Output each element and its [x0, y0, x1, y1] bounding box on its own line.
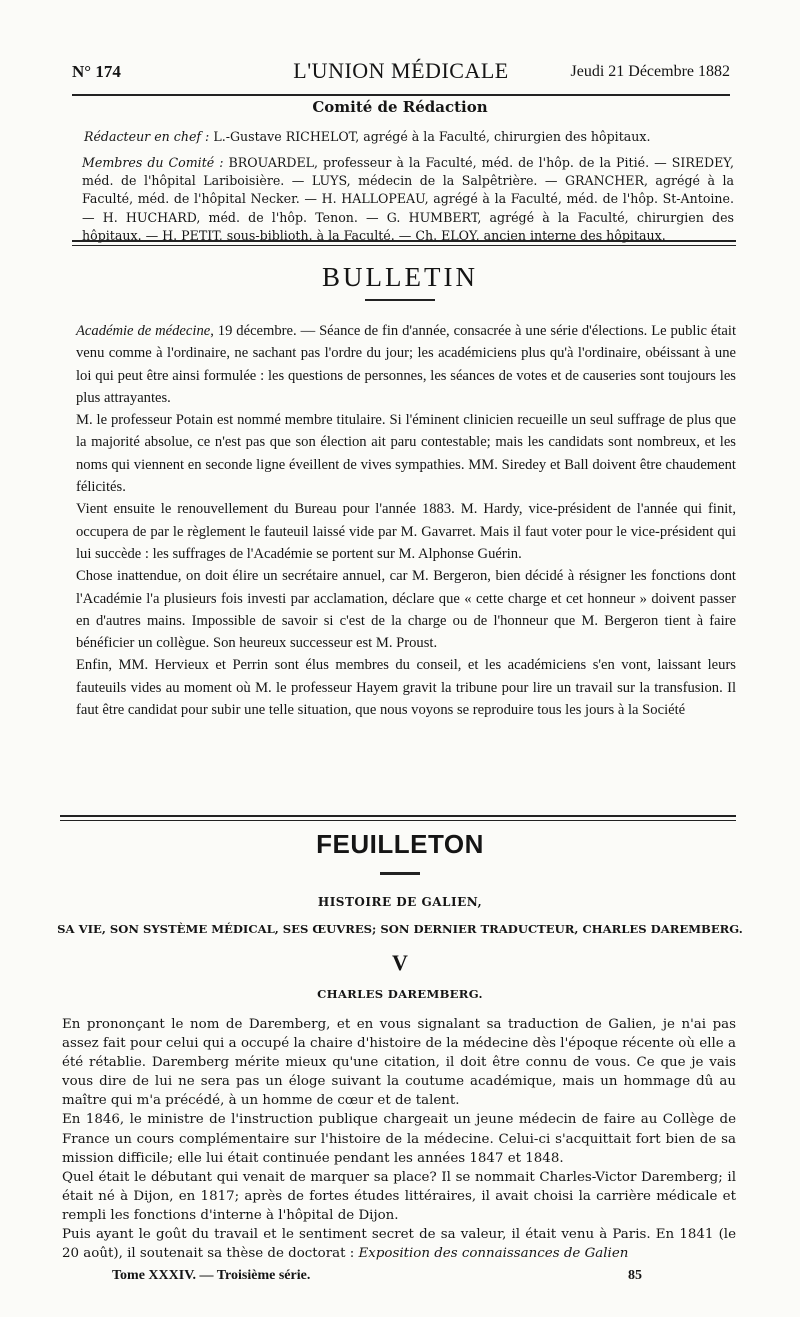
journal-title: L'UNION MÉDICALE [293, 58, 509, 83]
feuilleton-p4-text: Puis ayant le goût du travail et le sentiment secret de sa valeur, il était venu à Paris. En 1841 (le 20 août), il soutenait sa thèse de doctorat : [62, 1227, 736, 1262]
feuilleton-subtitle: HISTOIRE DE GALIEN, [317, 895, 483, 909]
bulletin-paragraph [76, 320, 736, 409]
comite-title: Comité de Rédaction [312, 98, 488, 116]
chapter-number: V [392, 950, 408, 975]
feuilleton-paragraph [62, 1225, 736, 1263]
bulletin-underline [365, 299, 435, 301]
feuilleton-paragraph: En prononçant le nom de Daremberg, et en vous signalant sa traduction de Galien, je n'ai pas assez fait pour celui qui a occupé la chaire d'histoire de la médecine dès l'époque récente où elle a été rétablie. Daremberg mérite mieux qu'une citation, il doit être connu de vous. Ce que je vais vous dire de lui ne sera pas un éloge suivant la coutume académique, mais un hommage dû au maître qui m'a précédé, à un homme de cœur et de talent. [62, 1017, 736, 1109]
bulletin-paragraph: M. le professeur Potain est nommé membre titulaire. Si l'éminent clinicien recueille un seul suffrage de plus que la majorité absolue, ce n'est pas que son élection ait paru contestable; mais les candidats sont nombreux, et les noms qui viennent en seconde ligne éveillent de vives sympathies. MM. Siredey et Ball doivent être chaudement félicités. [76, 412, 736, 496]
feuilleton-paragraph: Quel était le débutant qui venait de marquer sa place? Il se nommait Charles-Victor Daremberg; il était né à Dijon, en 1817; après de fortes études littéraires, il avait choisi la carrière médicale et rempli les fonctions d'interne à l'hôpital de Dijon. [62, 1169, 736, 1223]
page-header [72, 58, 730, 96]
page-number: 85 [628, 1268, 642, 1283]
feuilleton-paragraph: En 1846, le ministre de l'instruction publique chargeait un jeune médecin de faire au Collège de France un cours complémentaire sur l'histoire de la médecine. Celui-ci s'acquittait fort bien de sa mission difficile; elle lui était continuée pendant les années 1847 et 1848. [62, 1112, 736, 1166]
feuilleton-subtitle-2: SA VIE, SON SYSTÈME MÉDICAL, SES ŒUVRES; SON DERNIER TRADUCTEUR, CHARLES DAREMBERG. [57, 922, 743, 936]
feuilleton-title: FEUILLETON [316, 829, 484, 859]
footer-tome: Tome XXXIV. — Troisième série. [112, 1268, 311, 1283]
thesis-title: Exposition des connaissances de Galien [358, 1246, 629, 1262]
membres-text: BROUARDEL, professeur à la Faculté, méd. de l'hôp. de la Pitié. — SIREDEY, méd. de l'hôpital Lariboisière. — LUYS, médecin de la Salpêtrière. — GRANCHER, agrégé à la Faculté, méd. de l'hôpital Necker. — H. HALLOPEAU, agrégé à la Faculté, méd. de l'hôp. St-Antoine. — H. HUCHARD, méd. de l'hôp. Tenon. — G. HUMBERT, agrégé à la Faculté, chirurgien des hôpitaux. — H. PETIT, sous-biblioth. à la Faculté. — Ch. ELOY, ancien interne des hôpitaux. [82, 155, 734, 243]
redacteur-label: Rédacteur en chef : [84, 129, 210, 144]
redacteur-line [84, 128, 730, 146]
issue-date: Jeudi 21 Décembre 1882 [570, 63, 730, 80]
bulletin-p1-text: , 19 décembre. — Séance de fin d'année, consacrée à une série d'élections. Le public était venu comme à l'ordinaire, ne sachant pas l'ordre du jour; les académiciens plus qu'à l'ordinaire, obéissant à une loi qui peut être ainsi formulée : les questions de personnes, les séances de votes et de causeries sont toujours les plus attrayantes. [76, 323, 737, 406]
feuilleton-divider [60, 815, 736, 821]
bulletin-lead: Académie de médecine [76, 323, 211, 339]
section-divider [72, 240, 736, 246]
bulletin-paragraph: Vient ensuite le renouvellement du Bureau pour l'année 1883. M. Hardy, vice-président de l'année qui finit, occupera de par le règlement le fauteuil laissé vide par M. Gavarret. Mais il faut voter pour le vice-président qui lui succède : les suffrages de l'Académie se portent sur M. Alphonse Guérin. [76, 501, 736, 562]
bulletin-title: BULLETIN [322, 262, 478, 292]
bulletin-paragraph: Chose inattendue, on doit élire un secrétaire annuel, car M. Bergeron, bien décidé à résigner les fonctions dont l'Académie l'a plusieurs fois investi par acclamation, déclare que « cette charge et cet honneur » doivent passer en d'autres mains. Impossible de savoir si c'est de la charge ou de l'honneur que M. Bergeron tient à faire bénéficier un collègue. Son heureux successeur est M. Proust. [76, 568, 736, 652]
issue-number: N° 174 [72, 62, 121, 81]
membres-label: Membres du Comité : [82, 155, 224, 170]
redacteur-text: L.-Gustave RICHELOT, agrégé à la Faculté, chirurgien des hôpitaux. [213, 129, 651, 144]
feuilleton-body [62, 1015, 736, 1263]
feuilleton-underline [380, 872, 420, 875]
membres-paragraph [82, 154, 734, 245]
bulletin-body [76, 320, 736, 721]
bulletin-paragraph: Enfin, MM. Hervieux et Perrin sont élus membres du conseil, et les académiciens s'en vont, laissant leurs fauteuils vides au moment où M. le professeur Hayem gravit la tribune pour lire un travail sur la transfusion. Il faut être candidat pour subir une telle situation, que nous voyons se reproduire tous les jours à la Société [76, 657, 736, 719]
chapter-title: CHARLES DAREMBERG. [317, 987, 483, 1001]
